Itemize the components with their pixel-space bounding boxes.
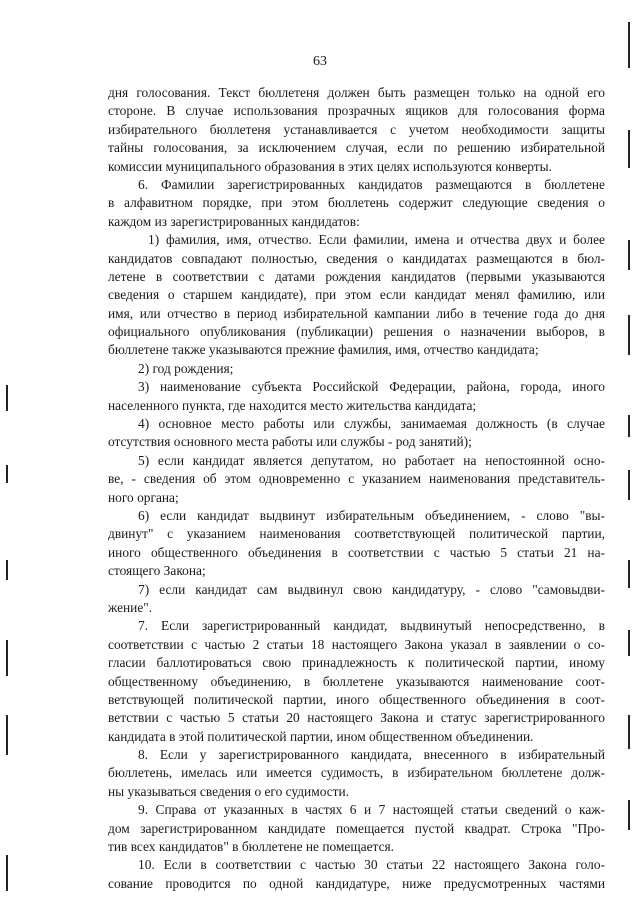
text-line: общественному объединению, в бюллетене указываются наименование соот- xyxy=(108,673,605,689)
text-line: 7) если кандидат сам выдвинул свою кандидатуру, - слово "самовыдви- xyxy=(138,581,605,597)
text-line: в алфавитном порядке, при этом бюллетень содержит следующие сведения о xyxy=(108,195,605,211)
scan-margin-mark xyxy=(628,22,630,68)
text-line: 6) если кандидат выдвинут избирательным объединением, - слово "вы- xyxy=(138,507,605,523)
text-line: летене в соответствии с датами рождения кандидатов (первыми указываются xyxy=(108,268,605,284)
text-line: 2) год рождения; xyxy=(138,360,234,376)
text-line: ве, - сведения об этом одновременно с указанием наименования представитель- xyxy=(108,471,605,487)
text-line: тайны голосования, за исключением случая, если по решению избирательной xyxy=(108,140,605,156)
text-line: ветствии с частью 5 статьи 20 настоящего Закона и статус зарегистрированного xyxy=(108,710,605,726)
text-line: стороне. В случае использования прозрачных ящиков для голосования форма xyxy=(108,103,605,119)
scan-margin-mark xyxy=(628,315,630,355)
page-number: 63 xyxy=(313,54,327,69)
text-line: бюллетень, имелась или имеется судимость, в избирательном бюллетене долж- xyxy=(108,765,605,781)
text-line: кандидата в этой политической партии, ином общественном объединении. xyxy=(108,728,534,744)
text-line: кандидатов совпадают полностью, сведения о кандидатах размещаются в бюл- xyxy=(108,250,605,266)
text-line: 6. Фамилии зарегистрированных кандидатов размещаются в бюллетене xyxy=(138,176,605,192)
text-line: жение". xyxy=(108,599,153,615)
text-line: 9. Справа от указанных в частях 6 и 7 настоящей статьи сведений о каж- xyxy=(138,802,605,818)
document-body xyxy=(108,84,605,893)
scan-margin-mark xyxy=(628,130,630,168)
text-line: дом зарегистрированном кандидате помещается пустой квадрат. Строка "Про- xyxy=(108,820,605,836)
scan-margin-mark xyxy=(628,415,630,437)
text-line: ветствующей политической партии, иного общественного объединения в соот- xyxy=(108,691,605,707)
text-line: иного общественного объединения в соответствии с частью 5 статьи 21 на- xyxy=(108,544,605,560)
scan-margin-mark xyxy=(628,470,630,500)
text-line: отсутствия основного места работы или службы - род занятий); xyxy=(108,434,472,450)
scan-margin-mark xyxy=(6,385,8,411)
scan-margin-mark xyxy=(6,715,8,755)
text-line: 4) основное место работы или службы, занимаемая должность (в случае xyxy=(138,416,605,432)
scan-margin-mark xyxy=(628,560,630,588)
scan-margin-mark xyxy=(6,855,8,891)
text-line: стоящего Закона; xyxy=(108,563,206,579)
text-line: гласии баллотироваться свою принадлежность к политической партии, иному xyxy=(108,655,605,671)
text-line: сование проводится по одной кандидатуре, ниже предусмотренных частями xyxy=(108,875,605,891)
scan-margin-mark xyxy=(6,640,8,676)
text-line: 3) наименование субъекта Российской Федерации, района, города, иного xyxy=(138,379,605,395)
text-line: 10. Если в соответствии с частью 30 статьи 22 настоящего Закона голо- xyxy=(138,857,605,873)
text-line: тив всех кандидатов" в бюллетене не помещается. xyxy=(108,839,395,855)
scan-margin-mark xyxy=(6,560,8,580)
text-line: населенного пункта, где находится место жительства кандидата; xyxy=(108,397,477,413)
scan-margin-mark xyxy=(628,800,630,830)
text-line: ны указываться сведения о его судимости. xyxy=(108,783,350,799)
scan-margin-mark xyxy=(6,465,8,483)
text-line: двинут" с указанием наименования соответствующей политической партии, xyxy=(108,526,605,542)
scan-margin-mark xyxy=(628,240,630,270)
text-line: имя, или отчество в период избирательной кампании либо в течение года до дня xyxy=(108,305,605,321)
text-line: дня голосования. Текст бюллетеня должен быть размещен только на одной его xyxy=(108,85,605,100)
text-line: 5) если кандидат является депутатом, но работает на непостоянной осно- xyxy=(138,452,605,468)
text-line: избирательного бюллетеня устанавливается с учетом необходимости защиты xyxy=(108,121,605,137)
text-line: 1) фамилия, имя, отчество. Если фамилии, имена и отчества двух и более xyxy=(148,232,605,248)
text-line: 7. Если зарегистрированный кандидат, выдвинутый непосредственно, в xyxy=(138,618,605,634)
text-line: ного органа; xyxy=(108,489,179,505)
text-line: комиссии муниципального образования в этих целях используются конверты. xyxy=(108,158,553,174)
scan-margin-mark xyxy=(628,630,630,656)
text-line: бюллетене также указываются прежние фамилия, имя, отчество кандидата; xyxy=(108,342,539,358)
text-line: 8. Если у зарегистрированного кандидата, внесенного в избирательный xyxy=(138,747,605,763)
text-line: сведения о старшем кандидате), при этом если кандидат менял фамилию, или xyxy=(108,287,605,303)
text-line: каждом из зарегистрированных кандидатов: xyxy=(108,213,360,229)
text-line: официального опубликования (публикации) решения о назначении выборов, в xyxy=(108,324,605,340)
text-line: соответствии с частью 2 статьи 18 настоящего Закона указал в заявлении о со- xyxy=(108,636,605,652)
scan-margin-mark xyxy=(628,715,630,749)
